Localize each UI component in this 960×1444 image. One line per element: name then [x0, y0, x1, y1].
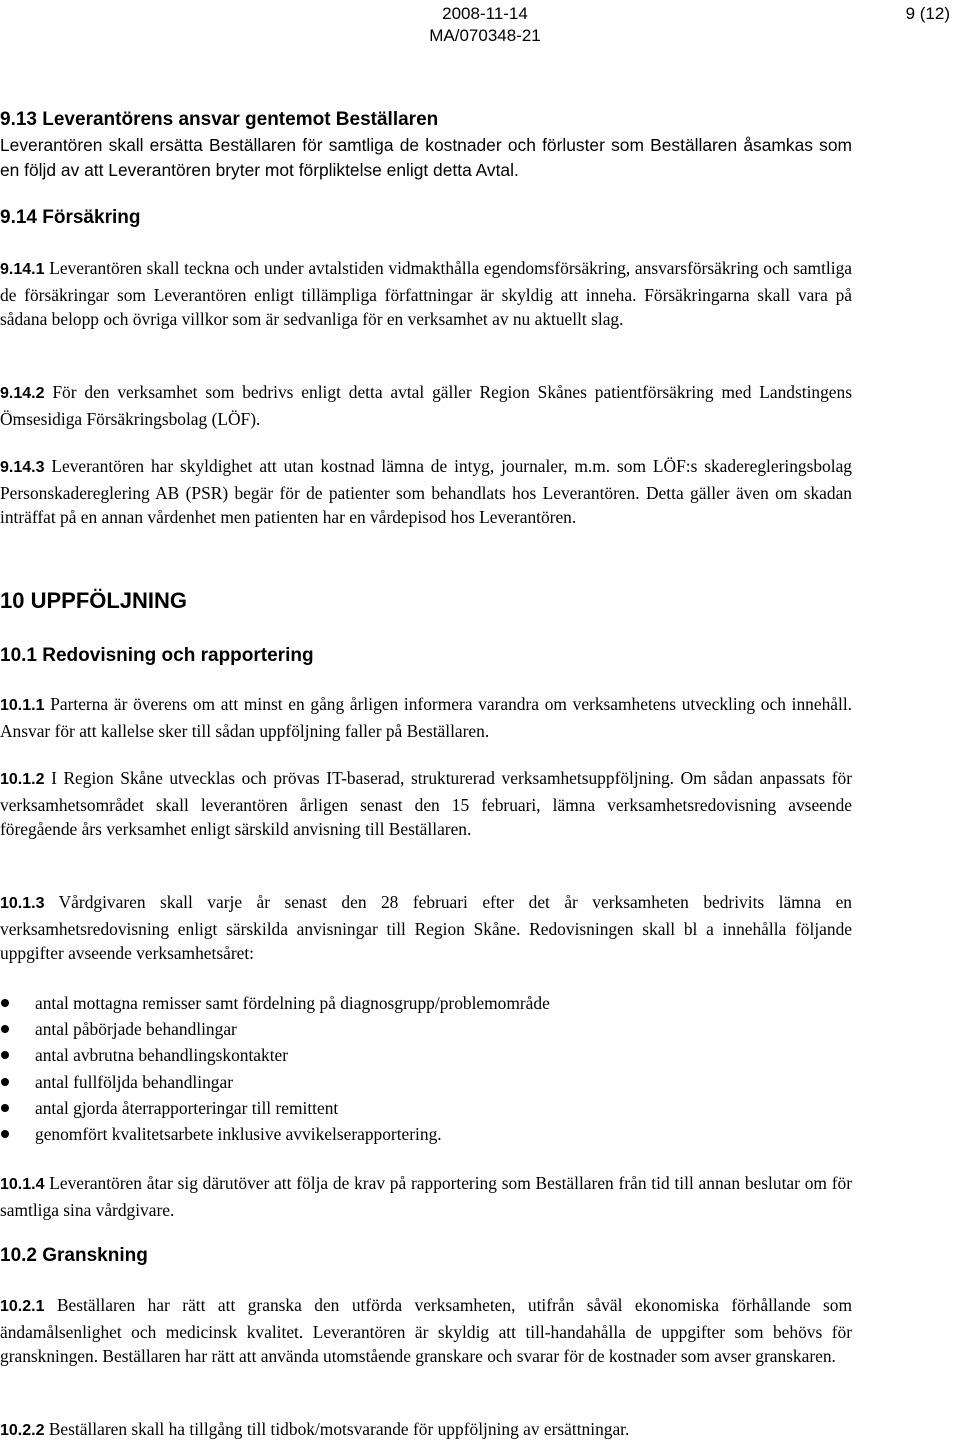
paragraph-9-14-1: [0, 256, 852, 332]
paragraph-10-1-3: [0, 890, 852, 966]
paragraph-number: 9.14.2: [0, 385, 45, 402]
bullet-icon: [1, 1025, 9, 1033]
paragraph-10-1-4: [0, 1171, 852, 1222]
paragraph-10-1-2: [0, 766, 852, 842]
paragraph-number: 10.1.4: [0, 1176, 45, 1193]
section-10-1-heading: 10.1 Redovisning och rapportering: [0, 645, 314, 666]
paragraph-text: Beställaren har rätt att granska den utförda verksamheten, utifrån såväl ekonomiska förhållande som ändamålsenlighet och medicinsk kvalitet. Leverantören är skyldig att till-handahålla de uppgifter som behövs för granskningen. Beställaren har rätt att använda utomstående granskare och svarar för de kostnader som avser granskaren.: [0, 1295, 852, 1367]
paragraph-number: 10.1.2: [0, 771, 45, 788]
paragraph-10-2-2: [0, 1417, 852, 1444]
paragraph-text: I Region Skåne utvecklas och prövas IT-baserad, strukturerad verksamhetsuppföljning. Om sådan anpassats för verksamhetsområdet skall leverantören årligen senast den 15 februari, lämna verksamhetsredovisning avseende föregående års verksamhet enligt särskild anvisning till Beställaren.: [0, 768, 852, 840]
paragraph-number: 10.2.2: [0, 1422, 45, 1439]
paragraph-number: 9.14.1: [0, 261, 45, 278]
list-item: antal mottagna remisser samt fördelning på diagnosgrupp/problemområde: [0, 990, 852, 1016]
report-items-list: [0, 990, 852, 1147]
paragraph-number: 9.14.3: [0, 459, 45, 476]
header-date: 2008-11-14: [442, 4, 528, 23]
list-item: antal avbrutna behandlingskontakter: [0, 1042, 852, 1068]
bullet-icon: [1, 1104, 9, 1112]
list-item: antal fullföljda behandlingar: [0, 1069, 852, 1095]
paragraph-number: 10.1.3: [0, 895, 45, 912]
header-page-number: 9 (12): [905, 4, 950, 23]
paragraph-text: Vårdgivaren skall varje år senast den 28 februari efter det år verksamheten bedrivits lämna en verksamhetsredovisning enligt särskilda anvisningar till Region Skåne. Redovisningen skall bl a innehålla följande uppgifter avseende verksamhetsåret:: [0, 892, 852, 964]
paragraph-text: Parterna är överens om att minst en gång årligen informera varandra om verksamhetens utveckling och innehåll. Ansvar för att kallelse sker till sådan uppföljning faller på Beställaren.: [0, 694, 852, 741]
bullet-icon: [1, 999, 9, 1007]
bullet-icon: [1, 1130, 9, 1138]
section-10-2-heading: 10.2 Granskning: [0, 1245, 148, 1266]
paragraph-10-2-1: [0, 1293, 852, 1369]
paragraph-text: Leverantören har skyldighet att utan kostnad lämna de intyg, journaler, m.m. som LÖF:s skaderegleringsbolag Personskadereglering AB (PSR) begär för de patienter som behandlats hos Leverantören. Detta gäller även om skadan inträffat på en annan vårdenhet men patienten har en vårdepisod hos Leverantören.: [0, 456, 852, 528]
paragraph-10-1-1: [0, 692, 852, 743]
list-item: genomfört kvalitetsarbete inklusive avvikelserapportering.: [0, 1121, 852, 1147]
paragraph-text: Leverantören åtar sig därutöver att följa de krav på rapportering som Beställaren från tid till annan beslutar om för samtliga sina vårdgivare.: [0, 1173, 852, 1220]
header-reference: MA/070348-21: [429, 26, 541, 45]
section-9-14-heading: 9.14 Försäkring: [0, 207, 141, 228]
paragraph-text: Beställaren skall ha tillgång till tidbok/motsvarande för uppföljning av ersättningar.: [44, 1419, 630, 1439]
bullet-icon: [1, 1051, 9, 1059]
list-item: antal gjorda återrapporteringar till remittent: [0, 1095, 852, 1121]
paragraph-text: Leverantören skall teckna och under avtalstiden vidmakthålla egendomsförsäkring, ansvarsförsäkring och samtliga de försäkringar som Leverantören enligt tillämpliga författningar är skyldig att inneha. Försäkringarna skall vara på sådana belopp och övriga villkor som är sedvanliga för en verksamhet av nu aktuellt slag.: [0, 258, 852, 330]
section-9-13-text: Leverantören skall ersätta Beställaren för samtliga de kostnader och förluster som Beställaren åsamkas som en följd av att Leverantören bryter mot förpliktelse enligt detta Avtal.: [0, 135, 852, 180]
bullet-icon: [1, 1078, 9, 1086]
paragraph-number: 10.1.1: [0, 697, 45, 714]
list-item: antal påbörjade behandlingar: [0, 1016, 852, 1042]
paragraph-number: 10.2.1: [0, 1298, 45, 1315]
paragraph-9-14-3: [0, 454, 852, 530]
section-10-heading: 10 UPPFÖLJNING: [0, 588, 188, 613]
paragraph-text: För den verksamhet som bedrivs enligt detta avtal gäller Region Skånes patientförsäkring med Landstingens Ömsesidiga Försäkringsbolag (LÖF).: [0, 382, 852, 429]
section-9-13-heading: 9.13 Leverantörens ansvar gentemot Beställaren: [0, 109, 439, 130]
paragraph-9-14-2: [0, 380, 852, 431]
